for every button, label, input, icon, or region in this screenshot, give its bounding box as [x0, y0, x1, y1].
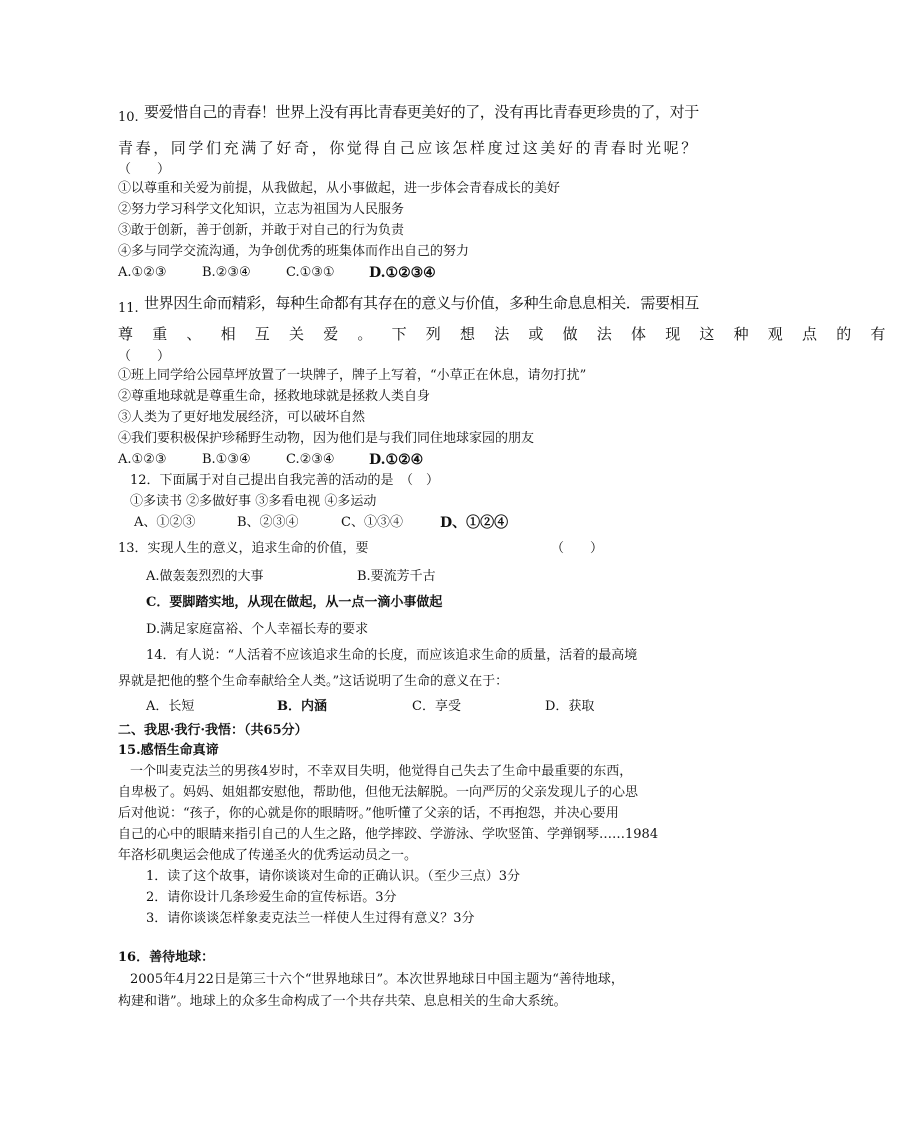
q15-task-2: 2．请你设计几条珍爱生命的宣传标语。3分	[146, 890, 397, 905]
section-2-heading: 二、我思·我行·我悟：（共65分）	[118, 723, 308, 738]
q10-option-b: B.②③④	[202, 265, 251, 280]
q15-title: 15.感悟生命真谛	[118, 743, 219, 758]
q10-option-a: A.①②③	[118, 265, 167, 280]
q13-answer-paren: （ ）	[551, 541, 604, 556]
q15-para-line5: 年洛杉矶奥运会他成了传递圣火的优秀运动员之一。	[118, 848, 418, 863]
q10-answer-paren: （ ）	[118, 162, 171, 177]
q11-item-1: ①班上同学给公园草坪放置了一块牌子，牌子上写着，“小草正在休息，请勿打扰”	[118, 368, 587, 383]
q11-line1	[118, 294, 699, 317]
q10-stem-line2: 青春，同学们充满了好奇，你觉得自己应该怎样度过这美好的青春时光呢？	[118, 139, 699, 157]
q12-option-b: B、②③④	[237, 515, 299, 530]
q14-line1: 14．有人说：“人活着不应该追求生命的长度，而应该追求生命的质量，活着的最高境	[146, 648, 638, 663]
q13-option-d: D.满足家庭富裕、个人幸福长寿的要求	[146, 622, 369, 637]
q14-option-a: A．长短	[146, 699, 195, 714]
q15-para-line3: 后对他说：“孩子，你的心就是你的眼睛呀。”他听懂了父亲的话，不再抱怨，并决心要用	[118, 806, 619, 821]
q11-option-a: A.①②③	[118, 452, 167, 467]
q11-item-2: ②尊重地球就是尊重生命，拯救地球就是拯救人类自身	[118, 389, 431, 404]
q15-task-3: 3．请你谈谈怎样象麦克法兰一样使人生过得有意义？3分	[146, 911, 475, 926]
q11-stem-line1: 世界因生命而精彩，每种生命都有其存在的意义与价值，多种生命息息相关．需要相互	[144, 294, 699, 312]
q10-line1	[118, 103, 699, 126]
q11-option-b: B.①③④	[202, 452, 251, 467]
q11-number: 11.	[118, 301, 139, 316]
q15-para-line1: 一个叫麦克法兰的男孩4岁时，不幸双目失明，他觉得自己失去了生命中最重要的东西，	[130, 764, 633, 779]
q16-para-line1: 2005年4月22日是第三十六个“世界地球日”。本次世界地球日中国主题为“善待地球，	[130, 972, 624, 987]
q15-task-1: 1．读了这个故事，请你谈谈对生命的正确认识。（至少三点）3分	[146, 869, 521, 884]
q14-option-d: D．获取	[545, 699, 595, 714]
q10-stem-line1: 要爱惜自己的青春！世界上没有再比青春更美好的了，没有再比青春更珍贵的了，对于	[144, 103, 699, 121]
q14-option-b: B．内涵	[277, 699, 327, 714]
q10-item-2: ②努力学习科学文化知识，立志为祖国为人民服务	[118, 202, 405, 217]
q12-items: ①多读书 ②多做好事 ③多看电视 ④多运动	[130, 494, 377, 509]
q13-option-c: C．要脚踏实地，从现在做起，从一点一滴小事做起	[146, 595, 443, 610]
q11-stem-line2: 尊重、相互关爱。下列想法或做法体现这种观点的有	[118, 325, 905, 343]
q15-para-line2: 自卑极了。妈妈、姐姐都安慰他，帮助他，但他无法解脱。一向严厉的父亲发现儿子的心思	[118, 785, 639, 800]
q13-option-a: A.做轰轰烈烈的大事	[146, 569, 264, 584]
q13-option-b: B.要流芳千古	[357, 569, 436, 584]
q16-title: 16．善待地球：	[118, 950, 215, 965]
q12-option-a: A、①②③	[134, 515, 196, 530]
q10-option-d: D.①②③④	[369, 265, 436, 281]
q16-para-line2: 构建和谐”。地球上的众多生命构成了一个共存共荣、息息相关的生命大系统。	[118, 994, 567, 1009]
q14-option-c: C．享受	[412, 699, 461, 714]
q10-item-4: ④多与同学交流沟通，为争创优秀的班集体而作出自己的努力	[118, 244, 470, 259]
q10-option-c: C.①③①	[286, 265, 335, 280]
q10-item-1: ①以尊重和关爱为前提，从我做起，从小事做起，进一步体会青春成长的美好	[118, 181, 561, 196]
q14-line2: 界就是把他的整个生命奉献给全人类。”这话说明了生命的意义在于：	[118, 674, 509, 689]
q11-answer-paren: （ ）	[118, 349, 171, 364]
q11-item-4: ④我们要积极保护珍稀野生动物，因为他们是与我们同住地球家园的朋友	[118, 431, 535, 446]
q10-item-3: ③敢于创新，善于创新，并敢于对自己的行为负责	[118, 223, 405, 238]
q13-stem: 13．实现人生的意义，追求生命的价值，要	[118, 541, 369, 556]
q12-option-d: D、①②④	[440, 515, 509, 531]
q15-para-line4: 自己的心中的眼睛来指引自己的人生之路，他学摔跤、学游泳、学吹竖笛、学弹钢琴……1984	[118, 827, 659, 842]
q12-option-c: C、①③④	[341, 515, 403, 530]
q11-option-c: C.②③④	[286, 452, 335, 467]
q10-number: 10.	[118, 110, 139, 125]
q11-option-d: D.①②④	[369, 452, 424, 468]
q11-item-3: ③人类为了更好地发展经济，可以破坏自然	[118, 410, 366, 425]
q12-stem: 12．下面属于对自己提出自我完善的活动的是 （ ）	[130, 473, 440, 488]
